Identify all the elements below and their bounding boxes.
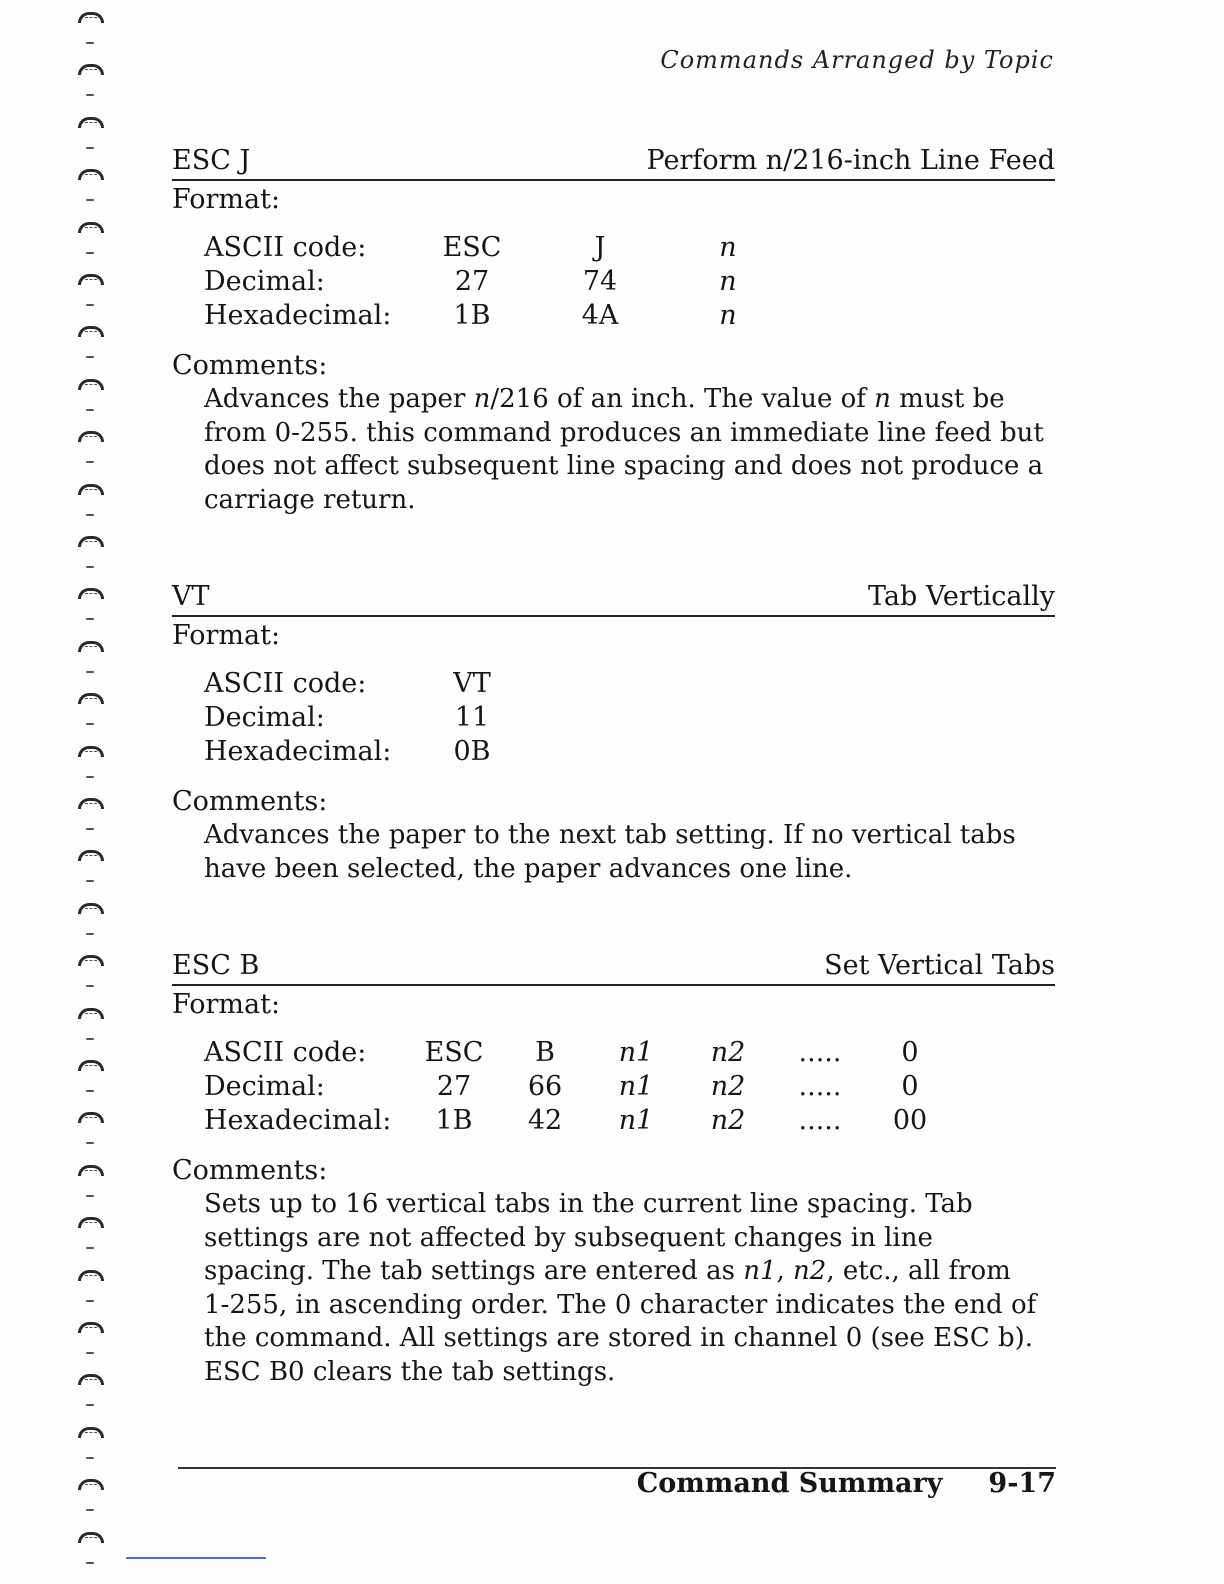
binding-hole	[86, 42, 94, 44]
binding-ring	[78, 1532, 104, 1543]
cell: 27	[454, 266, 490, 297]
scan-edge-line	[126, 1557, 266, 1559]
binding-hole	[86, 147, 94, 149]
cell: .....	[798, 1037, 842, 1068]
command-section-esc-b	[172, 950, 1055, 1390]
binding-hole	[86, 1142, 94, 1144]
cell: n2	[710, 1037, 746, 1068]
comments-label: Comments:	[172, 1155, 328, 1186]
command-section-esc-j	[172, 145, 1055, 517]
binding-hole	[86, 1038, 94, 1040]
cell: 00	[892, 1105, 928, 1136]
binding-hole	[86, 1352, 94, 1354]
binding-ring	[78, 746, 104, 757]
binding-hole	[86, 94, 94, 96]
comment-text: Advances the paper n/216 of an inch. The value of n must be from 0-255. this command produces an immediate line feed but does not affect subsequent line spacing and does not produce a carriage return.	[204, 384, 1044, 515]
binding-hole	[86, 776, 94, 778]
page-number: 9-17	[988, 1468, 1056, 1499]
binding-ring	[78, 1427, 104, 1438]
binding-ring	[78, 117, 104, 128]
binding-ring	[78, 1165, 104, 1176]
running-head: Commands Arranged by Topic	[660, 46, 1054, 74]
cell: 0	[901, 1071, 919, 1102]
cell: 74	[582, 266, 618, 297]
binding-hole	[86, 514, 94, 516]
binding-ring	[78, 274, 104, 285]
command-title: Set Vertical Tabs	[824, 950, 1055, 981]
binding-ring	[78, 1374, 104, 1385]
binding-ring	[78, 1112, 104, 1123]
binding-ring	[78, 588, 104, 599]
footer-section-title: Command Summary	[636, 1468, 943, 1499]
binding-ring	[78, 1270, 104, 1281]
format-label: Format:	[172, 989, 281, 1020]
binding-hole	[86, 1090, 94, 1092]
format-table	[204, 667, 510, 769]
binding-ring	[78, 12, 104, 23]
comments-label: Comments:	[172, 786, 328, 817]
binding-ring	[78, 903, 104, 914]
command-title: Perform n/216-inch Line Feed	[646, 145, 1055, 176]
cell: n1	[618, 1105, 654, 1136]
binding-ring	[78, 641, 104, 652]
cell: n2	[710, 1071, 746, 1102]
binding-ring	[78, 169, 104, 180]
row-label: Decimal:	[204, 1071, 325, 1102]
binding-ring	[78, 1479, 104, 1490]
row-label: ASCII code:	[204, 1037, 367, 1068]
row-label: ASCII code:	[204, 232, 367, 263]
format-table	[204, 1036, 970, 1138]
cell: n1	[618, 1071, 654, 1102]
binding-hole	[86, 1457, 94, 1459]
binding-ring	[78, 64, 104, 75]
format-row-decimal	[204, 1070, 970, 1104]
cell: 27	[436, 1071, 472, 1102]
binding-ring	[78, 536, 104, 547]
binding-hole	[86, 356, 94, 358]
command-code: VT	[172, 581, 210, 612]
binding-hole	[86, 1247, 94, 1249]
binding-hole	[86, 1509, 94, 1511]
cell: 0B	[453, 736, 491, 767]
cell: .....	[798, 1105, 842, 1136]
format-label: Format:	[172, 620, 281, 651]
command-header	[172, 950, 1055, 986]
binding-hole	[86, 1404, 94, 1406]
binding-hole	[86, 409, 94, 411]
format-row-hex	[204, 1104, 970, 1138]
cell: 42	[527, 1105, 563, 1136]
binding-ring	[78, 1060, 104, 1071]
binding-ring	[78, 955, 104, 966]
page-footer	[637, 1465, 1056, 1503]
command-code: ESC B	[172, 950, 260, 981]
cell: n	[719, 232, 737, 263]
binding-hole	[86, 1562, 94, 1564]
binding-hole	[86, 304, 94, 306]
format-row-ascii	[204, 1036, 970, 1070]
binding-hole	[86, 199, 94, 201]
binding-hole	[86, 985, 94, 987]
binding-hole	[86, 880, 94, 882]
command-header	[172, 145, 1055, 181]
row-label: Hexadecimal:	[204, 1105, 392, 1136]
format-row-ascii	[204, 667, 510, 701]
row-label: Hexadecimal:	[204, 736, 392, 767]
cell: VT	[453, 668, 491, 699]
binding-hole	[86, 671, 94, 673]
comment-text: Sets up to 16 vertical tabs in the current line spacing. Tab settings are not affected by subsequent changes in line spacing. The tab settings are entered as n1, n2, etc., all from 1-255, in ascending order. The 0 character indicates the end of the command. All settings are stored in channel 0 (see ESC b). ESC B0 clears the tab settings.	[204, 1189, 1037, 1387]
binding-hole	[86, 461, 94, 463]
command-section-vt	[172, 581, 1055, 886]
cell: 0	[901, 1037, 919, 1068]
format-row-ascii	[204, 231, 766, 265]
cell: ESC	[442, 232, 502, 263]
binding-hole	[86, 933, 94, 935]
format-row-decimal	[204, 265, 766, 299]
comments-label: Comments:	[172, 350, 328, 381]
binding-ring	[78, 1322, 104, 1333]
row-label: Decimal:	[204, 702, 325, 733]
format-label: Format:	[172, 184, 281, 215]
spiral-binding	[68, 0, 118, 1584]
command-code: ESC J	[172, 145, 251, 176]
command-title: Tab Vertically	[867, 581, 1055, 612]
binding-hole	[86, 252, 94, 254]
cell: 11	[454, 702, 490, 733]
binding-ring	[78, 1217, 104, 1228]
cell: 4A	[581, 300, 619, 331]
format-row-hex	[204, 299, 766, 333]
binding-ring	[78, 484, 104, 495]
cell: n1	[618, 1037, 654, 1068]
comment-text: Advances the paper to the next tab setting. If no vertical tabs have been selected, the paper advances one line.	[204, 820, 1016, 884]
binding-ring	[78, 798, 104, 809]
binding-hole	[86, 723, 94, 725]
format-row-decimal	[204, 701, 510, 735]
binding-hole	[86, 1195, 94, 1197]
cell: J	[594, 232, 606, 263]
binding-hole	[86, 1300, 94, 1302]
binding-ring	[78, 379, 104, 390]
binding-ring	[78, 1008, 104, 1019]
binding-ring	[78, 326, 104, 337]
cell: 1B	[453, 300, 491, 331]
binding-ring	[78, 222, 104, 233]
cell: B	[535, 1037, 555, 1068]
cell: .....	[798, 1071, 842, 1102]
binding-hole	[86, 566, 94, 568]
row-label: Decimal:	[204, 266, 325, 297]
binding-ring	[78, 693, 104, 704]
binding-ring	[78, 431, 104, 442]
cell: n	[719, 300, 737, 331]
row-label: ASCII code:	[204, 668, 367, 699]
cell: n2	[710, 1105, 746, 1136]
binding-hole	[86, 828, 94, 830]
binding-ring	[78, 850, 104, 861]
binding-hole	[86, 618, 94, 620]
command-header	[172, 581, 1055, 617]
format-row-hex	[204, 735, 510, 769]
format-table	[204, 231, 766, 333]
cell: ESC	[424, 1037, 484, 1068]
cell: n	[719, 266, 737, 297]
row-label: Hexadecimal:	[204, 300, 392, 331]
cell: 66	[527, 1071, 563, 1102]
cell: 1B	[435, 1105, 473, 1136]
